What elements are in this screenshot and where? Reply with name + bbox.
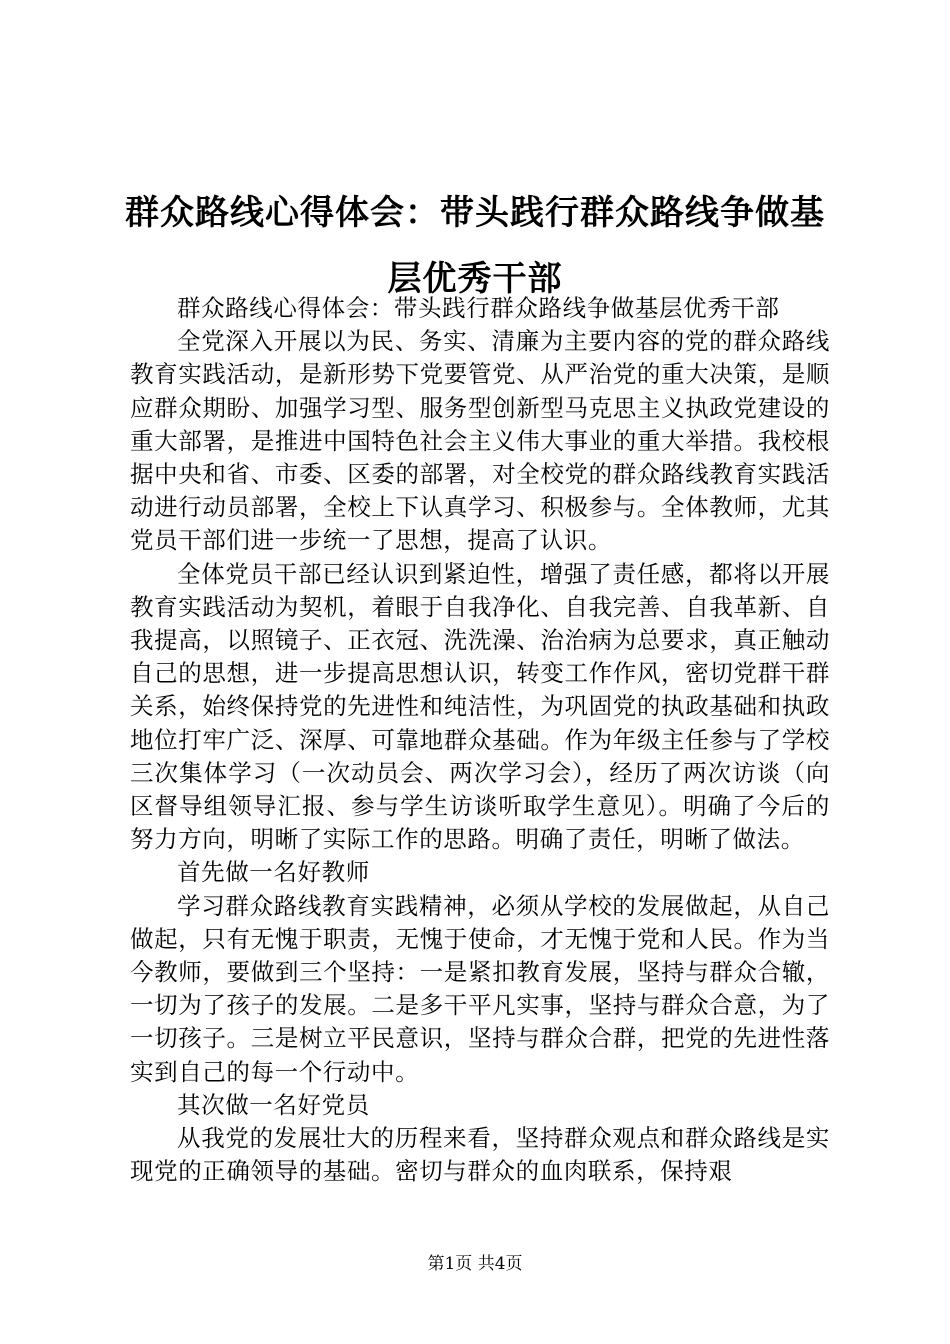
body-paragraph: 从我党的发展壮大的历程来看，坚持群众观点和群众路线是实现党的正确领导的基础。密切与群众的血肉联系，保持艰 [130,1124,830,1186]
section-heading: 其次做一名好党员 [177,1090,370,1119]
body-paragraph: 全体党员干部已经认识到紧迫性，增强了责任感，都将以开展教育实践活动为契机，着眼于自我净化、自我完善、自我革新、自我提高，以照镜子、正衣冠、洗洗澡、治治病为总要求，真正触动自己的思想，进一步提高思想认识，转变工作作风，密切党群干群关系，始终保持党的先进性和纯洁性，为巩固党的执政基础和执政地位打牢广泛、深厚、可靠地群众基础。作为年级主任参与了学校三次集体学习（一次动员会、两次学习会），经历了两次访谈（向区督导组领导汇报、参与学生访谈听取学生意见）。明确了今后的努力方向，明晰了实际工作的思路。明确了责任，明晰了做法。 [130,559,830,854]
body-paragraph: 全党深入开展以为民、务实、清廉为主要内容的党的群众路线教育实践活动，是新形势下党要管党、从严治党的重大决策，是顺应群众期盼、加强学习型、服务型创新型马克思主义执政党建设的重大部署，是推进中国特色社会主义伟大事业的重大举措。我校根据中央和省、市委、区委的部署，对全校党的群众路线教育实践活动进行动员部署，全校上下认真学习、积极参与。全体教师，尤其党员干部们进一步统一了思想，提高了认识。 [130,327,830,555]
page-number-footer: 第1页 共4页 [427,1254,523,1274]
body-paragraph: 学习群众路线教育实践精神，必须从学校的发展做起，从自己做起，只有无愧于职责，无愧于使命，才无愧于党和人民。作为当今教师，要做到三个坚持：一是紧扣教育发展，坚持与群众合辙，一切为了孩子的发展。二是多干平凡实事，坚持与群众合意，为了一切孩子。三是树立平民意识，坚持与群众合群，把党的先进性落实到自己的每一个行动中。 [130,891,830,1086]
document-body [130,292,830,1188]
section-heading: 首先做一名好教师 [177,858,370,887]
document-title: 群众路线心得体会：带头践行群众路线争做基层优秀干部 [125,193,825,299]
subtitle-paragraph: 群众路线心得体会：带头践行群众路线争做基层优秀干部 [177,294,780,322]
